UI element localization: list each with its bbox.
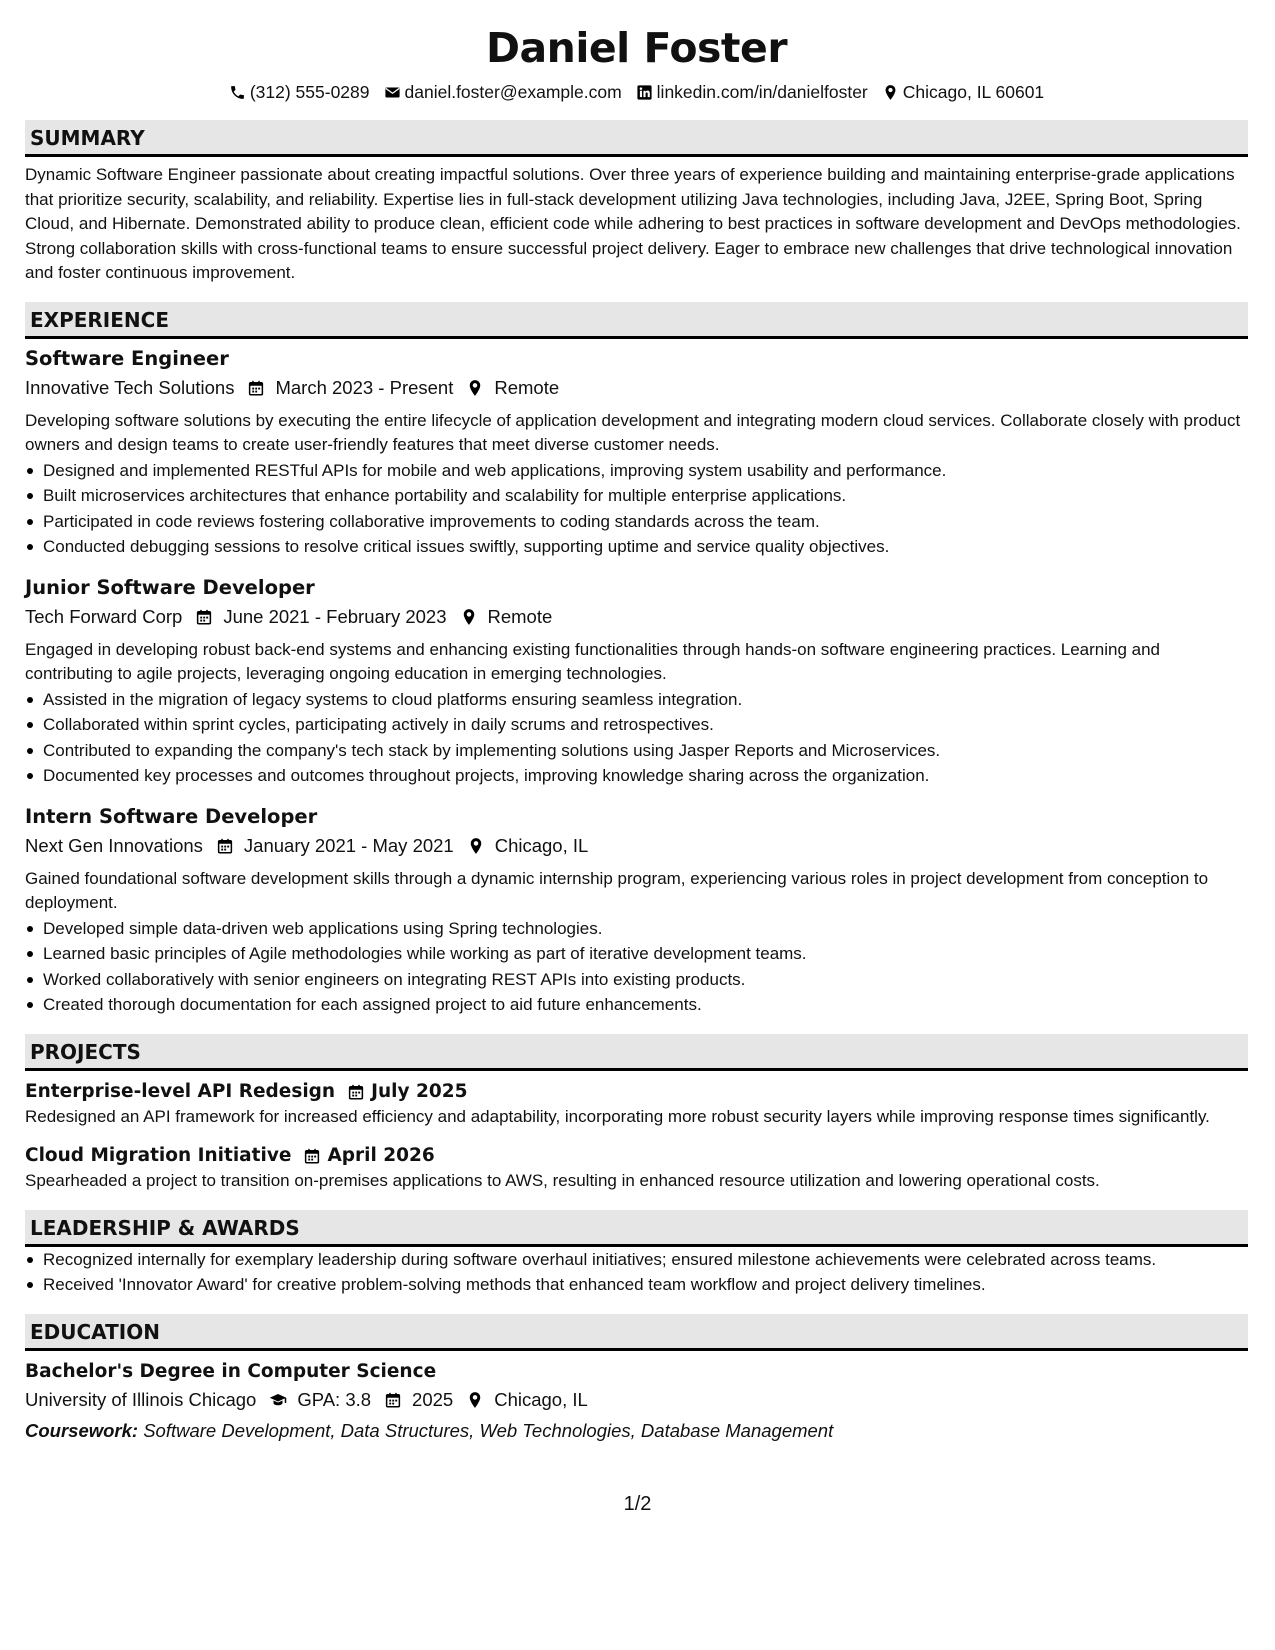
summary-text: Dynamic Software Engineer passionate about creating impactful solutions. Over three years of experience building and maintaining enterprise-grade applications that prioritize security, scalability, and reliability. Expertise lies in full-stack development utilizing Java technologies, including Java, J2EE, Spring Boot, Spring Cloud, and Hibernate. Demonstrated ability to produce clean, efficient code while adhering to best practices in software development and DevOps methodologies. Strong collaboration skills with cross-functional teams to ensure successful project delivery. Eager to embrace new challenges that drive technological innovation and foster continuous improvement.	[25, 165, 1241, 282]
project-header	[25, 1079, 1248, 1105]
calendar-icon	[216, 837, 234, 855]
calendar-icon	[303, 1147, 321, 1165]
job-entry	[25, 345, 1248, 560]
job-bullets	[25, 687, 1248, 789]
school-name: University of Illinois Chicago	[25, 1388, 257, 1410]
job-meta	[25, 602, 1248, 632]
projects-heading: PROJECTS	[25, 1034, 1248, 1071]
leadership-heading: LEADERSHIP & AWARDS	[25, 1210, 1248, 1247]
linkedin-link[interactable]: linkedin.com/in/danielfoster	[656, 82, 868, 102]
job-description: Engaged in developing robust back-end systems and enhancing existing functionalities through hands-on software engineering practices. Learning and contributing to agile projects, leveraging ongoing education in emerging technologies.	[25, 639, 1161, 683]
job-meta	[25, 373, 1248, 403]
graduation-year: 2025	[412, 1388, 454, 1410]
project-title: Cloud Migration Initiative	[25, 1145, 292, 1166]
job-bullet: Collaborated within sprint cycles, participating actively in daily scrums and retrospectives.	[25, 712, 1248, 738]
job-dates: March 2023 - Present	[275, 376, 454, 398]
job-bullet: Created thorough documentation for each assigned project to aid future enhancements.	[25, 992, 1248, 1018]
calendar-icon	[384, 1391, 402, 1409]
education-entry	[25, 1359, 1248, 1445]
project-header	[25, 1143, 1248, 1169]
summary-heading: SUMMARY	[25, 120, 1248, 157]
job-meta	[25, 831, 1248, 861]
education-section	[25, 1314, 1248, 1445]
job-location: Remote	[487, 605, 553, 627]
contact-linkedin[interactable]	[636, 80, 868, 104]
job-bullet: Contributed to expanding the company's tech stack by implementing solutions using Jasper Reports and Microservices.	[25, 738, 1248, 764]
job-bullet: Built microservices architectures that enhance portability and scalability for multiple enterprise applications.	[25, 483, 1248, 509]
experience-section	[25, 302, 1248, 1018]
leadership-section	[25, 1210, 1248, 1298]
phone-text: (312) 555-0289	[249, 82, 370, 102]
contact-email[interactable]	[384, 80, 622, 104]
contact-location	[882, 80, 1044, 104]
education-heading: EDUCATION	[25, 1314, 1248, 1351]
job-title: Intern Software Developer	[25, 804, 318, 828]
degree-title: Bachelor's Degree in Computer Science	[25, 1360, 437, 1382]
project-date: July 2025	[371, 1080, 468, 1102]
projects-section	[25, 1034, 1248, 1194]
education-meta	[25, 1385, 1248, 1415]
location-text: Chicago, IL 60601	[902, 82, 1045, 102]
linkedin-icon	[636, 84, 653, 101]
calendar-icon	[195, 608, 213, 626]
project-entry	[25, 1079, 1248, 1130]
job-bullet: Learned basic principles of Agile methodologies while working as part of iterative development teams.	[25, 941, 1248, 967]
job-company: Tech Forward Corp	[25, 605, 183, 627]
job-description: Developing software solutions by executing the entire lifecycle of application development and integrating modern cloud services. Collaborate closely with product owners and design teams to create user-friendly features that meet diverse customer needs.	[25, 410, 1241, 454]
coursework-label: Coursework:	[25, 1419, 139, 1441]
job-company: Innovative Tech Solutions	[25, 376, 235, 398]
map-pin-icon	[466, 379, 484, 397]
job-company: Next Gen Innovations	[25, 834, 203, 856]
map-pin-icon	[466, 1391, 484, 1409]
job-title: Software Engineer	[25, 346, 229, 370]
gpa-text: GPA: 3.8	[297, 1388, 372, 1410]
calendar-icon	[347, 1083, 365, 1101]
school-location: Chicago, IL	[494, 1388, 588, 1410]
coursework-line	[25, 1417, 1248, 1445]
contact-bar	[25, 80, 1248, 104]
summary-section	[25, 120, 1248, 286]
calendar-icon	[247, 379, 265, 397]
coursework-list: Software Development, Data Structures, Web Technologies, Database Management	[143, 1419, 834, 1441]
project-entry	[25, 1143, 1248, 1194]
leadership-bullet: Recognized internally for exemplary leadership during software overhaul initiatives; ensured milestone achievements were celebrated across teams.	[25, 1247, 1248, 1273]
contact-phone	[229, 80, 370, 104]
job-entry	[25, 803, 1248, 1018]
map-pin-icon	[467, 837, 485, 855]
envelope-icon	[384, 84, 401, 101]
job-dates: June 2021 - February 2023	[223, 605, 447, 627]
candidate-name: Daniel Foster	[485, 24, 788, 72]
graduation-cap-icon	[269, 1391, 287, 1409]
job-bullet: Conducted debugging sessions to resolve critical issues swiftly, supporting uptime and service quality objectives.	[25, 534, 1248, 560]
job-bullet: Worked collaboratively with senior engineers on integrating REST APIs into existing products.	[25, 967, 1248, 993]
project-title: Enterprise-level API Redesign	[25, 1080, 336, 1102]
resume-content	[25, 22, 1248, 1445]
experience-heading: EXPERIENCE	[25, 302, 1248, 339]
job-bullets	[25, 458, 1248, 560]
job-bullet: Documented key processes and outcomes throughout projects, improving knowledge sharing across the organization.	[25, 763, 1248, 789]
project-description: Spearheaded a project to transition on-premises applications to AWS, resulting in enhanced resource utilization and lowering operational costs.	[25, 1171, 1100, 1190]
project-description: Redesigned an API framework for increased efficiency and adaptability, incorporating more robust security layers while improving response times significantly.	[25, 1106, 1210, 1126]
project-date: April 2026	[327, 1145, 435, 1166]
job-title: Junior Software Developer	[25, 575, 315, 599]
job-dates: January 2021 - May 2021	[243, 834, 454, 856]
map-pin-icon	[882, 84, 899, 101]
job-location: Chicago, IL	[494, 834, 589, 856]
map-pin-icon	[460, 608, 478, 626]
job-bullet: Assisted in the migration of legacy systems to cloud platforms ensuring seamless integration.	[25, 687, 1248, 713]
job-bullet: Developed simple data-driven web applications using Spring technologies.	[25, 916, 1248, 942]
job-bullets	[25, 916, 1248, 1018]
job-entry	[25, 574, 1248, 789]
phone-icon	[229, 84, 246, 101]
job-bullet: Participated in code reviews fostering collaborative improvements to coding standards across the team.	[25, 509, 1248, 535]
job-bullet: Designed and implemented RESTful APIs for mobile and web applications, improving system usability and performance.	[25, 458, 1248, 484]
leadership-bullet: Received 'Innovator Award' for creative problem-solving methods that enhanced team workflow and project delivery timelines.	[25, 1272, 1248, 1298]
email-link[interactable]: daniel.foster@example.com	[404, 82, 622, 102]
page-number: 1/2	[623, 1493, 652, 1515]
job-description: Gained foundational software development skills through a dynamic internship program, experiencing various roles in project development from conception to deployment.	[25, 868, 1209, 912]
leadership-bullets	[25, 1247, 1248, 1298]
job-location: Remote	[494, 376, 560, 398]
